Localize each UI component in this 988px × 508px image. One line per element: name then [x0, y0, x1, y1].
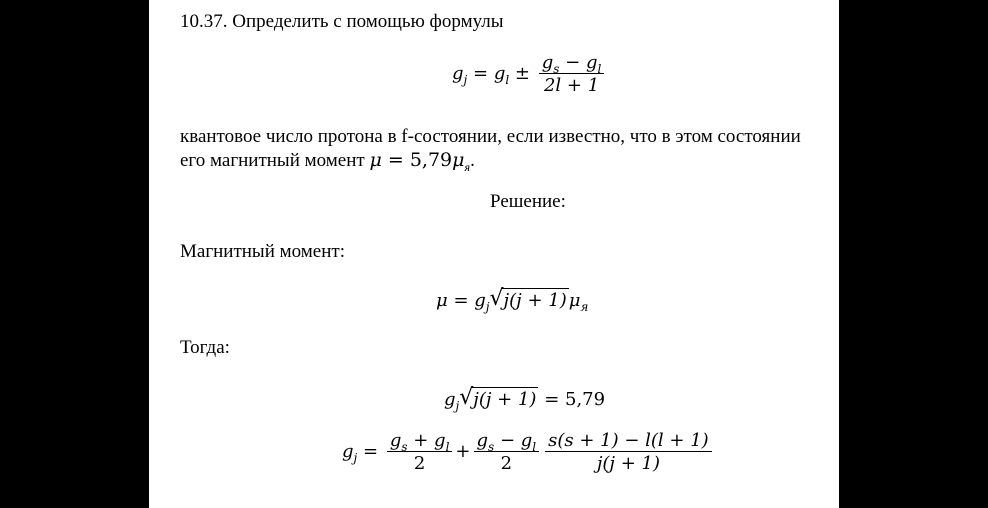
fraction: $\frac{s(s + 1) - l(l + 1)}{j(j + 1)}$ — [545, 430, 712, 474]
square-root: √ j(j + 1) — [489, 286, 567, 311]
formula-equation-value: $g_j$ √ j(j + 1) = 5,79 — [444, 385, 606, 413]
formula-gj-expansion: $g_j$ = $\frac{g_s + g_l}{2}$ + $\frac{g_s - g_l}{2}$ $\frac{s(s + 1) - l(l + 1)}{j(j + 1)}$ — [342, 430, 715, 474]
formula-gj-definition: $g_j = g_l$ ± $\frac{g_s - g_l}{2l + 1}$ — [452, 52, 607, 96]
right-margin-bar — [839, 0, 988, 508]
left-margin-bar — [0, 0, 149, 508]
solution-title: Решение: — [490, 191, 566, 212]
fraction: $\frac{g_s - g_l}{2}$ — [474, 430, 540, 474]
fraction: $\frac{g_s + g_l}{2}$ — [387, 430, 453, 474]
then-label: Тогда: — [180, 337, 230, 358]
problem-text-line1: квантовое число протона в f-состоянии, если известно, что в этом состоянии — [180, 126, 801, 147]
square-root: √ j(j + 1) — [459, 385, 537, 410]
formula-magnetic-moment: $\mu = g_j$ √ j(j + 1) $\mu_я$ — [436, 286, 589, 314]
problem-heading: 10.37. Определить с помощью формулы — [180, 11, 504, 32]
fraction: $\frac{g_s - g_l}{2l + 1}$ — [539, 52, 605, 96]
problem-text-line2: его магнитный момент $\mu = 5,79\mu_я$. — [180, 149, 475, 174]
magnetic-moment-label: Магнитный момент: — [180, 241, 345, 262]
